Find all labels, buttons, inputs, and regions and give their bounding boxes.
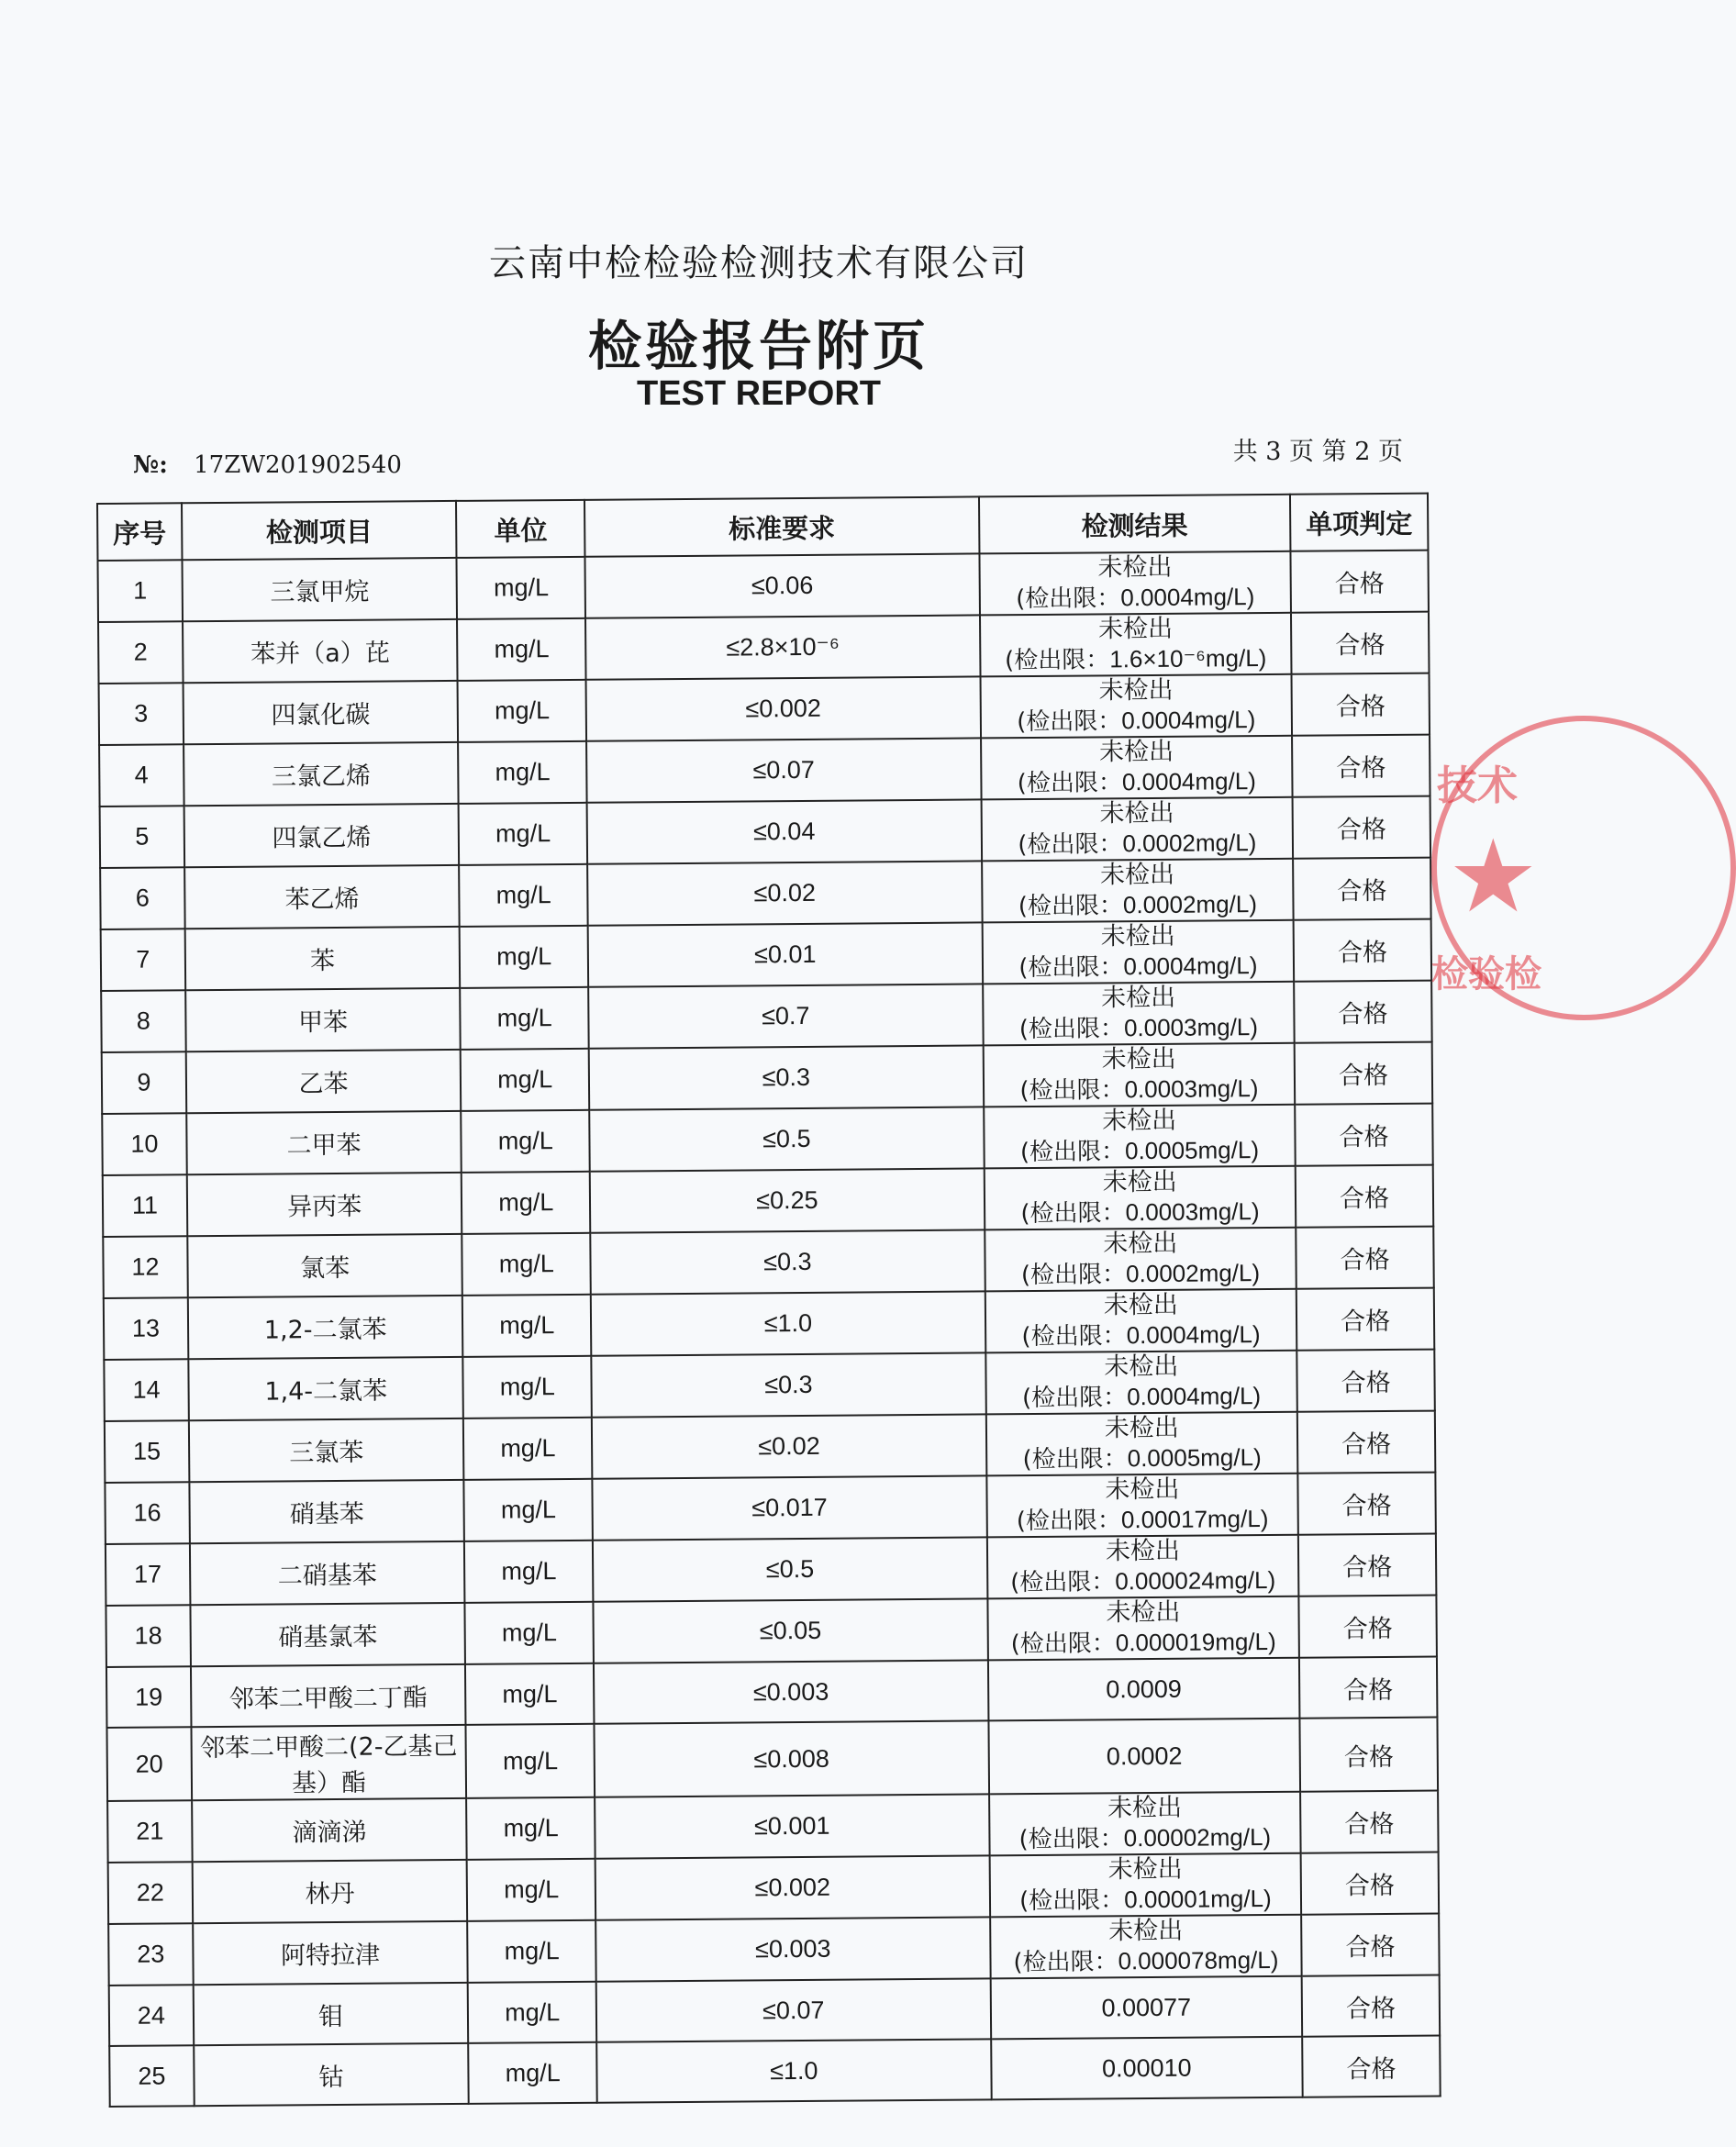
- row-result: [988, 1719, 1300, 1795]
- row-standard: ≤0.003: [595, 1917, 990, 1981]
- detection-limit-label: (检出限：: [1010, 1568, 1116, 1597]
- table-row: [106, 1596, 1436, 1667]
- table-row: [103, 1165, 1433, 1237]
- row-standard: ≤0.003: [594, 1660, 988, 1723]
- report-number-value: 17ZW201902540: [194, 451, 402, 479]
- seal-star-icon: ★: [1448, 818, 1539, 935]
- result-value: 未检出: [1105, 1474, 1180, 1505]
- row-standard: ≤0.017: [593, 1475, 987, 1540]
- detection-limit-value: 0.0003mg/L): [1123, 1013, 1259, 1042]
- detection-limit-label: (检出限：: [1013, 1948, 1118, 1977]
- row-judgment: 合格: [1292, 673, 1430, 736]
- row-index: 8: [101, 990, 185, 1052]
- row-item: 阿特拉津: [193, 1921, 468, 1985]
- detection-limit: [987, 1442, 1297, 1475]
- row-unit: mg/L: [457, 557, 585, 619]
- row-standard: ≤0.07: [586, 738, 981, 802]
- row-judgment: 合格: [1294, 981, 1431, 1043]
- detection-limit-value: 0.0004mg/L): [1121, 767, 1256, 796]
- row-index: 6: [100, 867, 184, 929]
- result-value: 0.00010: [1101, 2053, 1192, 2083]
- detection-limit-value: 0.0002mg/L): [1122, 890, 1258, 919]
- detection-limit-label: (检出限：: [1016, 1507, 1122, 1536]
- result-value: 0.0002: [1106, 1741, 1183, 1771]
- detection-limit: [985, 1196, 1296, 1229]
- row-unit: mg/L: [464, 1541, 593, 1603]
- detection-limit: [981, 705, 1291, 738]
- result-value: 未检出: [1107, 1793, 1183, 1823]
- row-result: [985, 1351, 1297, 1415]
- detection-limit: [988, 1565, 1298, 1598]
- detection-limit-label: (检出限：: [1016, 584, 1121, 614]
- detection-limit-label: (检出限：: [1018, 892, 1124, 921]
- result-value: 未检出: [1107, 1854, 1183, 1885]
- report-subtitle: TEST REPORT: [636, 374, 882, 413]
- detection-limit-label: (检出限：: [1019, 1138, 1126, 1167]
- detection-limit: [984, 1012, 1294, 1045]
- row-result: [986, 1474, 1298, 1538]
- row-judgment: 合格: [1298, 1473, 1436, 1535]
- result-value: 未检出: [1098, 675, 1174, 706]
- row-item: 四氯化碳: [183, 681, 458, 744]
- table-row: [102, 1042, 1432, 1114]
- row-judgment: 合格: [1296, 1165, 1433, 1228]
- detection-limit-label: (检出限：: [1004, 646, 1110, 675]
- detection-limit-value: 0.0002mg/L): [1122, 829, 1257, 858]
- row-result: [981, 797, 1293, 862]
- row-item: 硝基氯苯: [190, 1603, 465, 1666]
- row-judgment: 合格: [1292, 735, 1430, 797]
- detection-limit-value: 0.00001mg/L): [1124, 1884, 1272, 1914]
- detection-limit-value: 0.000078mg/L): [1118, 1945, 1279, 1975]
- table-row: [108, 1852, 1439, 1924]
- col-header-standard: 标准要求: [584, 496, 979, 556]
- result-value: 未检出: [1103, 1229, 1178, 1259]
- row-judgment: 合格: [1291, 551, 1429, 613]
- detection-limit: [986, 1381, 1296, 1414]
- row-standard: ≤0.3: [592, 1352, 986, 1417]
- row-judgment: 合格: [1302, 2036, 1440, 2097]
- row-item: 苯: [185, 927, 461, 990]
- detection-limit: [990, 1822, 1300, 1855]
- detection-limit: [980, 582, 1290, 615]
- result-value: 未检出: [1102, 1167, 1177, 1197]
- table-row: [107, 1791, 1438, 1863]
- table-row: [97, 551, 1428, 622]
- detection-limit-value: 0.0004mg/L): [1123, 951, 1258, 981]
- detection-limit-value: 0.0004mg/L): [1120, 583, 1255, 612]
- row-judgment: 合格: [1295, 1104, 1432, 1166]
- row-index: 20: [106, 1727, 191, 1801]
- row-item: 二甲苯: [186, 1111, 462, 1174]
- detection-limit-label: (检出限：: [1018, 830, 1123, 860]
- col-header-judgment: 单项判定: [1290, 494, 1428, 551]
- row-unit: mg/L: [465, 1663, 594, 1725]
- table-row: [106, 1657, 1437, 1728]
- row-index: 1: [97, 560, 182, 622]
- detection-limit-value: 0.0003mg/L): [1125, 1197, 1260, 1227]
- result-value: 未检出: [1099, 860, 1175, 890]
- row-item: 氯苯: [187, 1234, 462, 1297]
- detection-limit: [987, 1504, 1297, 1537]
- row-unit: mg/L: [458, 680, 586, 742]
- row-item: 三氯乙烯: [184, 742, 459, 806]
- detection-limit-value: 0.000024mg/L): [1115, 1565, 1276, 1596]
- report-number-label: №:: [133, 451, 168, 479]
- row-result: [987, 1596, 1299, 1661]
- row-item: 二硝基苯: [190, 1541, 465, 1605]
- detection-limit-value: 0.000019mg/L): [1115, 1627, 1276, 1657]
- row-unit: mg/L: [459, 864, 587, 927]
- row-standard: ≤0.02: [592, 1414, 986, 1478]
- row-item: 异丙苯: [187, 1173, 462, 1236]
- col-header-unit: 单位: [456, 500, 584, 558]
- row-judgment: 合格: [1294, 919, 1431, 982]
- table-row: [104, 1288, 1434, 1360]
- table-row: [100, 858, 1430, 929]
- table-row: [102, 1104, 1432, 1175]
- detection-limit-label: (检出限：: [1017, 707, 1122, 737]
- row-standard: ≤0.07: [596, 1978, 991, 2041]
- row-index: 12: [103, 1236, 187, 1298]
- company-name: 云南中检检验检测技术有限公司: [489, 242, 1029, 284]
- detection-limit-label: (检出限：: [1020, 1199, 1126, 1229]
- detection-limit-label: (检出限：: [1018, 953, 1124, 983]
- row-judgment: 合格: [1299, 1596, 1437, 1658]
- table-row: [98, 612, 1429, 684]
- row-unit: mg/L: [467, 1859, 595, 1921]
- result-value: 0.00077: [1101, 1993, 1192, 2022]
- row-unit: mg/L: [463, 1356, 592, 1418]
- row-index: 23: [108, 1923, 193, 1986]
- row-result: [984, 1105, 1296, 1169]
- row-standard: ≤0.25: [590, 1168, 985, 1232]
- row-index: 17: [106, 1543, 190, 1606]
- detection-limit-label: (检出限：: [1020, 1261, 1127, 1290]
- detection-limit: [984, 1074, 1294, 1107]
- table-row: [106, 1718, 1438, 1801]
- row-unit: mg/L: [461, 1049, 589, 1111]
- row-index: 16: [105, 1482, 189, 1544]
- seal-text-bottom: 检验检: [1431, 953, 1541, 996]
- row-index: 4: [99, 744, 184, 807]
- row-judgment: 合格: [1293, 796, 1430, 859]
- row-result: [982, 859, 1294, 923]
- row-result: [979, 551, 1291, 616]
- detection-limit-label: (检出限：: [1017, 769, 1123, 798]
- row-index: 14: [104, 1359, 188, 1421]
- table-header-row: [97, 494, 1428, 561]
- result-value: 未检出: [1101, 983, 1176, 1013]
- row-standard: ≤0.05: [594, 1598, 988, 1663]
- row-judgment: 合格: [1296, 1227, 1433, 1289]
- row-index: 2: [98, 621, 183, 684]
- table-row: [103, 1227, 1433, 1298]
- results-table: [96, 493, 1441, 2108]
- detection-limit-label: (检出限：: [1018, 1825, 1124, 1854]
- row-result: [990, 1976, 1302, 2040]
- detection-limit: [981, 643, 1291, 676]
- result-value: 未检出: [1106, 1597, 1181, 1628]
- result-value: 未检出: [1097, 552, 1173, 583]
- table-row: [104, 1350, 1434, 1421]
- detection-limit: [990, 1884, 1300, 1917]
- row-index: 7: [101, 929, 185, 991]
- row-judgment: 合格: [1302, 1975, 1440, 2037]
- row-judgment: 合格: [1296, 1288, 1434, 1351]
- result-value: 未检出: [1101, 1044, 1176, 1074]
- row-item: 钴: [194, 2043, 469, 2106]
- detection-limit-value: 0.0004mg/L): [1126, 1320, 1261, 1350]
- row-unit: mg/L: [465, 1602, 594, 1664]
- row-judgment: 合格: [1295, 1042, 1432, 1105]
- detection-limit: [982, 828, 1292, 861]
- report-title: 检验报告附页: [587, 315, 929, 377]
- table-row: [100, 796, 1430, 868]
- row-item: 邻苯二甲酸二丁酯: [191, 1664, 466, 1727]
- row-result: [989, 1853, 1301, 1918]
- row-index: 15: [105, 1420, 189, 1483]
- row-item: 甲苯: [185, 988, 461, 1051]
- row-standard: ≤0.04: [587, 799, 982, 863]
- row-item: 林丹: [192, 1860, 467, 1923]
- row-standard: ≤2.8×10⁻⁶: [585, 615, 980, 679]
- row-unit: mg/L: [464, 1479, 593, 1541]
- row-index: 18: [106, 1605, 190, 1667]
- detection-limit: [983, 951, 1293, 984]
- row-item: 钼: [194, 1983, 469, 2045]
- col-header-index: 序号: [97, 503, 182, 561]
- row-judgment: 合格: [1301, 1914, 1439, 1976]
- row-judgment: 合格: [1291, 612, 1429, 674]
- result-value: 未检出: [1104, 1352, 1179, 1382]
- result-value: 未检出: [1098, 737, 1174, 767]
- result-value: 未检出: [1104, 1413, 1179, 1443]
- row-unit: mg/L: [462, 1110, 590, 1173]
- row-item: 1,2-二氯苯: [188, 1296, 463, 1359]
- row-result: [985, 1228, 1296, 1292]
- detection-limit-label: (检出限：: [1019, 1076, 1125, 1106]
- detection-limit-value: 0.0004mg/L): [1127, 1382, 1262, 1411]
- row-result: [983, 1043, 1295, 1107]
- row-index: 21: [107, 1800, 192, 1863]
- row-unit: mg/L: [462, 1295, 591, 1357]
- row-result: [989, 1792, 1301, 1856]
- detection-limit-value: 0.0003mg/L): [1124, 1074, 1259, 1104]
- row-standard: ≤0.7: [588, 984, 983, 1048]
- row-standard: ≤0.002: [586, 676, 981, 740]
- row-index: 24: [109, 1985, 194, 2046]
- detection-limit-value: 0.00002mg/L): [1123, 1822, 1272, 1852]
- table-row: [106, 1534, 1436, 1606]
- detection-limit: [985, 1135, 1295, 1168]
- row-result: [985, 1289, 1296, 1353]
- row-item: 四氯乙烯: [184, 804, 459, 867]
- table-row: [99, 673, 1430, 745]
- row-result: [981, 736, 1293, 800]
- detection-limit-value: 0.00017mg/L): [1120, 1505, 1269, 1534]
- row-index: 25: [109, 2045, 194, 2107]
- result-value: 未检出: [1102, 1106, 1177, 1136]
- row-item: 硝基苯: [189, 1480, 464, 1543]
- detection-limit-label: (检出限：: [1010, 1630, 1116, 1659]
- row-standard: ≤0.001: [595, 1794, 989, 1858]
- row-result: [991, 2037, 1303, 2100]
- row-unit: mg/L: [463, 1418, 592, 1480]
- detection-limit-value: 0.0004mg/L): [1121, 706, 1256, 735]
- official-seal: [1431, 716, 1615, 1046]
- table-row: [105, 1411, 1435, 1483]
- row-judgment: 合格: [1297, 1411, 1435, 1474]
- row-index: 19: [106, 1666, 191, 1728]
- row-standard: ≤0.01: [588, 922, 983, 986]
- table-row: [101, 981, 1431, 1052]
- detection-limit: [982, 766, 1292, 799]
- row-unit: mg/L: [459, 803, 587, 865]
- row-standard: ≤1.0: [596, 2039, 991, 2102]
- row-result: [980, 674, 1292, 739]
- row-judgment: 合格: [1299, 1657, 1437, 1719]
- report-number: [133, 451, 402, 479]
- row-item: 苯并（a）芘: [183, 619, 458, 683]
- row-result: [983, 982, 1295, 1046]
- row-standard: ≤0.5: [589, 1107, 984, 1171]
- row-item: 三氯苯: [189, 1418, 464, 1482]
- detection-limit-label: (检出限：: [1018, 1886, 1125, 1916]
- seal-text-top: 技术: [1437, 762, 1518, 809]
- row-unit: mg/L: [462, 1233, 591, 1296]
- result-value: 未检出: [1099, 798, 1174, 829]
- table-row: [109, 2036, 1440, 2107]
- row-result: [985, 1412, 1297, 1476]
- table-row: [109, 1975, 1440, 2046]
- result-value: 未检出: [1108, 1916, 1184, 1946]
- row-standard: ≤0.06: [585, 553, 980, 617]
- table-row: [101, 919, 1431, 991]
- row-judgment: 合格: [1297, 1350, 1435, 1412]
- row-standard: ≤0.02: [587, 861, 982, 925]
- row-unit: mg/L: [469, 2042, 597, 2104]
- row-index: 5: [100, 806, 184, 868]
- row-unit: mg/L: [466, 1724, 595, 1798]
- result-value: 未检出: [1097, 614, 1174, 644]
- row-result: [987, 1658, 1299, 1721]
- result-value: 未检出: [1103, 1290, 1178, 1320]
- row-unit: mg/L: [468, 1982, 596, 2043]
- row-judgment: 合格: [1293, 858, 1430, 920]
- result-value: 未检出: [1105, 1536, 1181, 1566]
- col-header-result: 检测结果: [979, 495, 1291, 554]
- row-unit: mg/L: [460, 926, 588, 988]
- detection-limit-value: 0.0002mg/L): [1125, 1259, 1261, 1288]
- row-judgment: 合格: [1300, 1791, 1438, 1853]
- row-standard: ≤0.3: [590, 1229, 985, 1294]
- row-index: 11: [103, 1174, 187, 1237]
- result-value: 0.0009: [1106, 1674, 1182, 1704]
- row-unit: mg/L: [461, 987, 589, 1050]
- row-unit: mg/L: [457, 618, 585, 681]
- row-index: 3: [99, 683, 184, 745]
- detection-limit: [983, 889, 1293, 922]
- row-judgment: 合格: [1298, 1534, 1436, 1596]
- col-header-item: 检测项目: [182, 501, 457, 560]
- row-item: 苯乙烯: [184, 865, 460, 929]
- row-standard: ≤0.3: [589, 1045, 984, 1109]
- detection-limit-value: 1.6×10⁻⁶mg/L): [1109, 643, 1267, 673]
- detection-limit-label: (检出限：: [1022, 1445, 1128, 1474]
- detection-limit-value: 0.0005mg/L): [1127, 1443, 1262, 1473]
- row-unit: mg/L: [462, 1172, 590, 1234]
- row-judgment: 合格: [1301, 1852, 1439, 1915]
- row-result: [990, 1915, 1302, 1979]
- row-unit: mg/L: [466, 1797, 595, 1860]
- page-indicator: 共 3 页 第 2 页: [1232, 438, 1403, 466]
- detection-limit-label: (检出限：: [1021, 1322, 1127, 1352]
- row-standard: ≤0.002: [595, 1855, 990, 1919]
- detection-limit: [991, 1945, 1301, 1978]
- row-standard: ≤0.5: [593, 1537, 987, 1601]
- detection-limit: [988, 1627, 1298, 1660]
- detection-limit: [986, 1319, 1296, 1352]
- row-item: 邻苯二甲酸二(2-乙基己基）酯: [191, 1725, 466, 1800]
- row-index: 9: [102, 1051, 186, 1114]
- row-result: [986, 1535, 1298, 1599]
- row-standard: ≤1.0: [591, 1291, 985, 1355]
- table-row: [108, 1914, 1439, 1986]
- detection-limit-label: (检出限：: [1018, 1015, 1125, 1044]
- row-index: 22: [108, 1862, 193, 1924]
- table-row: [105, 1473, 1435, 1544]
- row-result: [982, 920, 1294, 985]
- table-row: [99, 735, 1430, 807]
- row-judgment: 合格: [1300, 1718, 1438, 1792]
- row-standard: ≤0.008: [595, 1720, 989, 1797]
- row-item: 1,4-二氯苯: [188, 1357, 463, 1420]
- row-unit: mg/L: [458, 741, 586, 804]
- row-result: [984, 1166, 1296, 1230]
- row-item: 三氯甲烷: [182, 558, 457, 621]
- row-item: 乙苯: [186, 1050, 462, 1113]
- row-result: [980, 613, 1292, 677]
- detection-limit-label: (检出限：: [1021, 1384, 1128, 1413]
- detection-limit-value: 0.0005mg/L): [1124, 1136, 1260, 1165]
- row-index: 13: [104, 1297, 188, 1360]
- result-value: 未检出: [1100, 921, 1175, 951]
- detection-limit: [985, 1258, 1296, 1291]
- row-unit: mg/L: [468, 1920, 596, 1983]
- row-item: 滴滴涕: [192, 1798, 467, 1862]
- row-index: 10: [102, 1113, 186, 1175]
